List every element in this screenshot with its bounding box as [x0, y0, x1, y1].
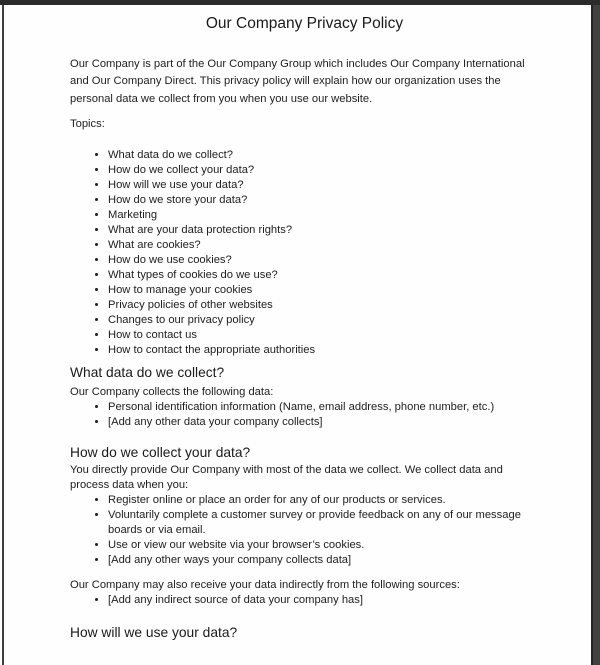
bullet-item: • [Add any other ways your company collects data]: [108, 553, 539, 568]
viewer-frame-right: [591, 5, 600, 665]
section-bullet-list: [70, 493, 539, 568]
page-title: Our Company Privacy Policy: [205, 15, 404, 32]
topic-item: • How will we use your data?: [108, 178, 539, 193]
topic-item: • What types of cookies do we use?: [108, 268, 539, 283]
topic-item: • What data do we collect?: [108, 148, 539, 163]
section-heading: How do we collect your data?: [70, 445, 251, 461]
topic-item: • How do we store your data?: [108, 193, 539, 208]
topic-item: • Changes to our privacy policy: [108, 313, 539, 328]
section-how-we-collect-data: [70, 444, 539, 608]
topics-list: [70, 148, 539, 358]
topic-item: • What are your data protection rights?: [108, 223, 539, 238]
section-heading: How will we use your data?: [70, 625, 238, 641]
topics-label: Topics:: [70, 118, 105, 131]
section-bullet-list: [70, 400, 539, 430]
topic-item: • How do we collect your data?: [108, 163, 539, 178]
section-extra-lead: Our Company may also receive your data indirectly from the following sources:: [70, 579, 460, 592]
document-page: [4, 5, 591, 665]
topic-item: • Privacy policies of other websites: [108, 298, 539, 313]
bullet-item: • Use or view our website via your browser’s cookies.: [108, 538, 539, 553]
bullet-item: • [Add any indirect source of data your company has]: [108, 593, 539, 608]
section-lead: You directly provide Our Company with most of the data we collect. We collect data and process data when you:: [70, 464, 503, 492]
section-what-data-we-collect: [70, 364, 539, 430]
section-heading: What data do we collect?: [70, 365, 225, 381]
topic-item: • What are cookies?: [108, 238, 539, 253]
topic-item: • Marketing: [108, 208, 539, 223]
topic-item: • How to contact the appropriate authorities: [108, 343, 539, 358]
bullet-item: • Personal identification information (Name, email address, phone number, etc.): [108, 400, 539, 415]
bullet-item: • Register online or place an order for any of our products or services.: [108, 493, 539, 508]
topic-item: • How to manage your cookies: [108, 283, 539, 298]
section-how-we-use-data: [70, 624, 539, 641]
intro-paragraph: Our Company is part of the Our Company Group which includes Our Company International and Our Company Direct. This privacy policy will explain how our organization uses the personal data we collect from you when you use our website.: [70, 58, 525, 105]
section-lead: Our Company collects the following data:: [70, 386, 274, 399]
bullet-item: • Voluntarily complete a customer survey or provide feedback on any of our message boards or via email.: [108, 508, 539, 538]
topic-item: • How do we use cookies?: [108, 253, 539, 268]
bullet-item: • [Add any other data your company collects]: [108, 415, 539, 430]
section-bullet-list: [70, 593, 539, 608]
topic-item: • How to contact us: [108, 328, 539, 343]
